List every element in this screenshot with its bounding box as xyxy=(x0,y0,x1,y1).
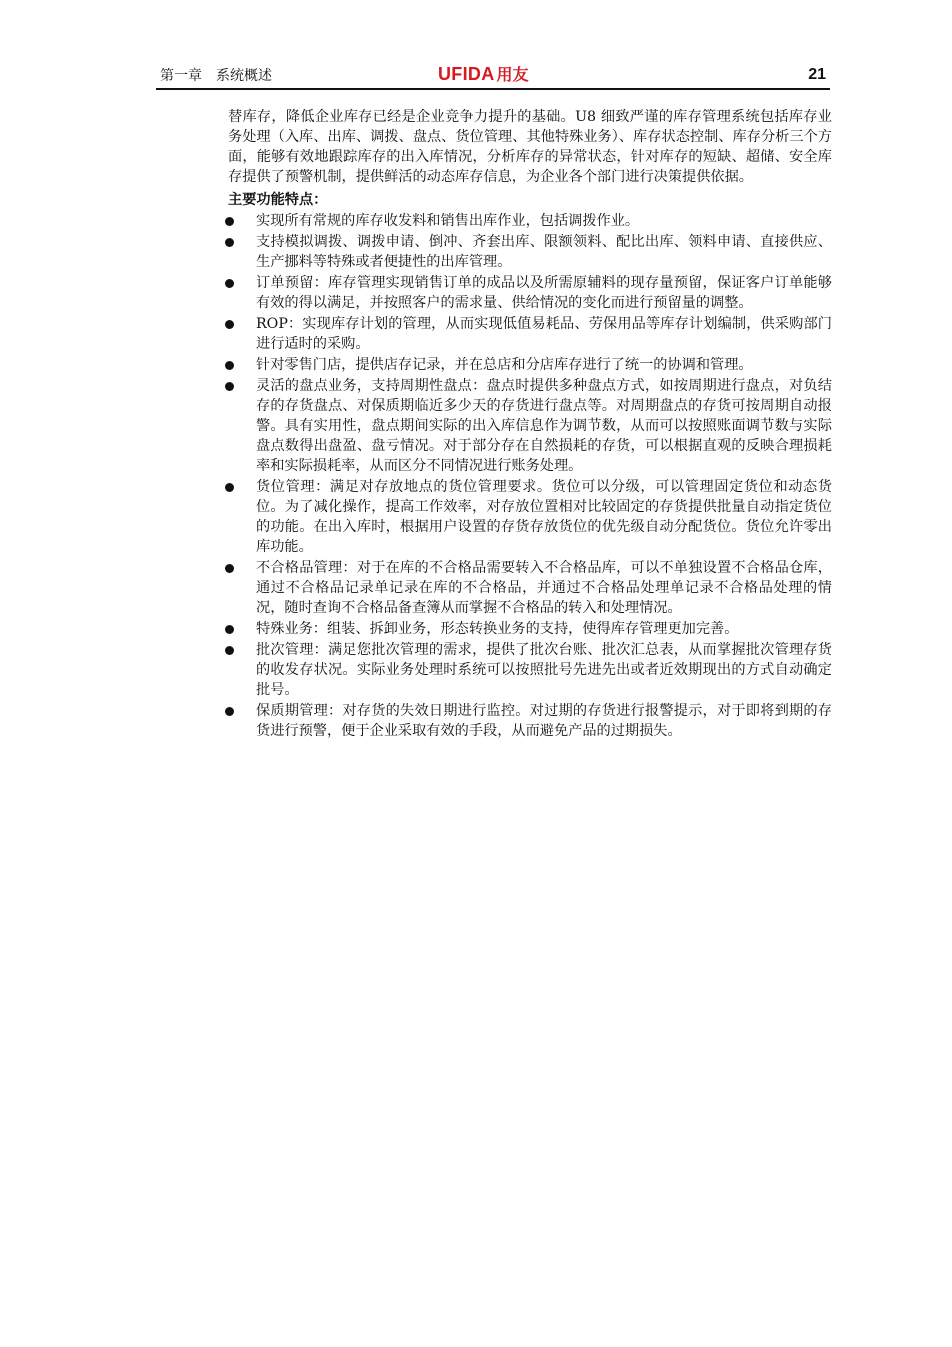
feature-text: 实现所有常规的库存收发料和销售出库作业，包括调拨作业。 xyxy=(256,213,640,229)
chapter-title: 第一章 系统概述 xyxy=(160,68,272,84)
feature-item xyxy=(228,314,832,354)
bullet-icon xyxy=(225,238,234,247)
page-content xyxy=(228,107,832,742)
bullet-icon xyxy=(225,646,234,655)
feature-text: 保质期管理：对存货的失效日期进行监控。对过期的存货进行报警提示，对于即将到期的存货进行预警，便于企业采取有效的手段，从而避免产品的过期损失。 xyxy=(256,703,832,739)
feature-text: 批次管理：满足您批次管理的需求，提供了批次台账、批次汇总表，从而掌握批次管理存货的收发存状况。实际业务处理时系统可以按照批号先进先出或者近效期现出的方式自动确定批号。 xyxy=(256,642,832,698)
feature-item xyxy=(228,273,832,313)
bullet-icon xyxy=(225,707,234,716)
bullet-icon xyxy=(225,625,234,634)
feature-text: 灵活的盘点业务，支持周期性盘点：盘点时提供多种盘点方式，如按周期进行盘点，对负结存的存货盘点、对保质期临近多少天的存货进行盘点等。对周期盘点的存货可按周期自动报警。具有实用性，盘点期间实际的出入库信息作为调节数，从而可以按照账面调节数与实际盘点数得出盘盈、盘亏情况。对于部分存在自然损耗的存货，可以根据直观的反映合理损耗率和实际损耗率，从而区分不同情况进行账务处理。 xyxy=(256,378,832,474)
bullet-icon xyxy=(225,320,234,329)
feature-item xyxy=(228,640,832,700)
intro-paragraph: 替库存，降低企业库存已经是企业竞争力提升的基础。U8 细致严谨的库存管理系统包括库存业务处理（入库、出库、调拨、盘点、货位管理、其他特殊业务）、库存状态控制、库存分析三个方面，能够有效地跟踪库存的出入库情况，分析库存的异常状态，针对库存的短缺、超储、安全库存提供了预警机制，提供鲜活的动态库存信息，为企业各个部门进行决策提供依据。 xyxy=(228,109,832,185)
feature-item xyxy=(228,558,832,618)
bullet-icon xyxy=(225,217,234,226)
feature-text: 不合格品管理：对于在库的不合格品需要转入不合格品库，可以不单独设置不合格品仓库，通过不合格品记录单记录在库的不合格品，并通过不合格品处理单记录不合格品处理的情况，随时查询不合格品备查簿从而掌握不合格品的转入和处理情况。 xyxy=(256,560,832,616)
section-title: 主要功能特点： xyxy=(228,192,328,208)
feature-item xyxy=(228,477,832,557)
bullet-icon xyxy=(225,483,234,492)
feature-text: ROP：实现库存计划的管理，从而实现低值易耗品、劳保用品等库存计划编制，供采购部门进行适时的采购。 xyxy=(256,316,832,352)
feature-text: 特殊业务：组装、拆卸业务，形态转换业务的支持，使得库存管理更加完善。 xyxy=(256,621,739,637)
feature-text: 订单预留：库存管理实现销售订单的成品以及所需原辅料的现存量预留，保证客户订单能够有效的得以满足，并按照客户的需求量、供给情况的变化而进行预留量的调整。 xyxy=(256,275,832,311)
bullet-icon xyxy=(225,279,234,288)
page-header xyxy=(156,62,830,90)
feature-list xyxy=(228,211,832,741)
feature-item xyxy=(228,619,832,639)
bullet-icon xyxy=(225,361,234,370)
feature-item xyxy=(228,211,832,231)
feature-item xyxy=(228,232,832,272)
page-number: 21 xyxy=(808,66,826,83)
brand-logo-latin: UFIDA xyxy=(438,64,495,84)
brand-logo xyxy=(438,65,529,85)
feature-text: 针对零售门店，提供店存记录，并在总店和分店库存进行了统一的协调和管理。 xyxy=(256,357,753,373)
bullet-icon xyxy=(225,564,234,573)
feature-text: 货位管理：满足对存放地点的货位管理要求。货位可以分级，可以管理固定货位和动态货位。为了减化操作，提高工作效率，对存放位置相对比较固定的存货提供批量自动指定货位的功能。在出入库时，根据用户设置的存货存放货位的优先级自动分配货位。货位允许零出库功能。 xyxy=(256,479,832,555)
feature-item xyxy=(228,376,832,476)
feature-item xyxy=(228,701,832,741)
bullet-icon xyxy=(225,382,234,391)
brand-logo-chinese: 用友 xyxy=(496,67,529,84)
feature-item xyxy=(228,355,832,375)
feature-text: 支持模拟调拨、调拨申请、倒冲、齐套出库、限额领料、配比出库、领料申请、直接供应、生产挪料等特殊或者便捷性的出库管理。 xyxy=(256,234,832,270)
